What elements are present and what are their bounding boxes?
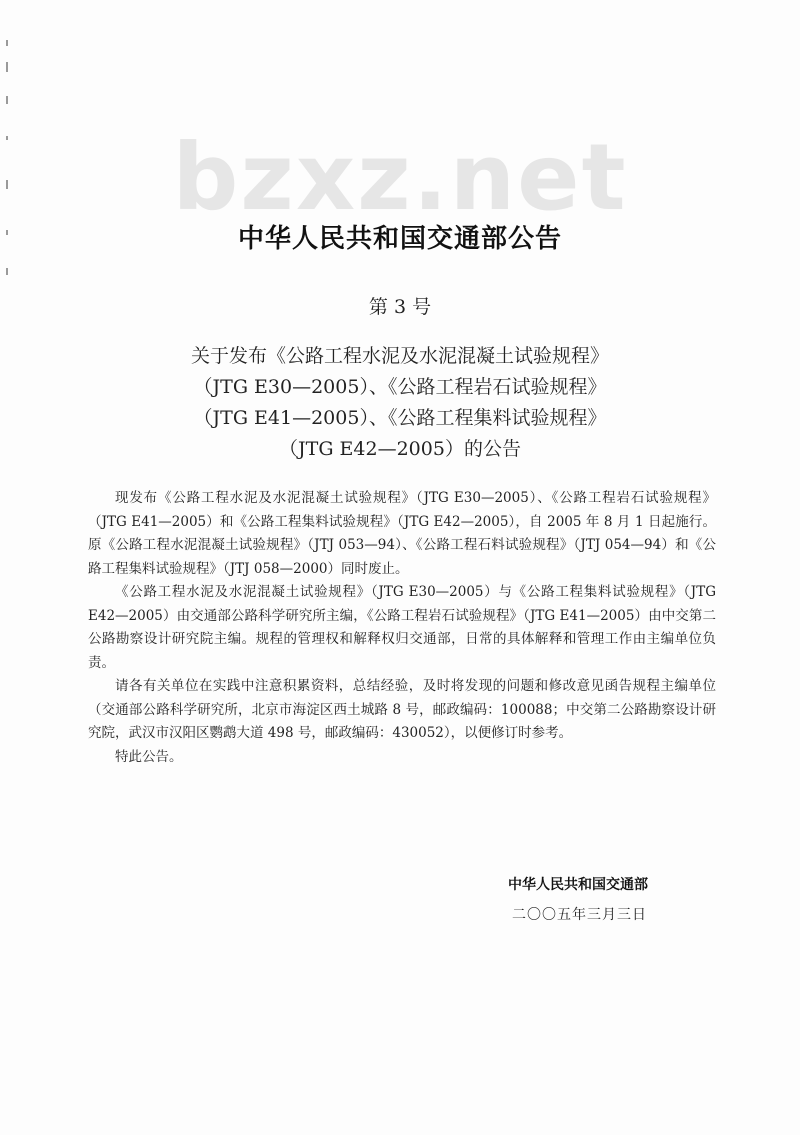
body-paragraph: 《公路工程水泥及水泥混凝土试验规程》（JTG E30—2005）与《公路工程集料试验规程》（JTG E42—2005）由交通部公路科学研究所主编，《公路工程岩石试验规程》（JTG E41—2005）由中交第二公路勘察设计研究院主编。规程的管理权和解释权归交通部，日常的具体解释和管理工作由主编单位负责。 bbox=[88, 584, 716, 671]
subject-line: （JTG E30—2005）、《公路工程岩石试验规程》 bbox=[193, 376, 607, 398]
subject-line: 关于发布《公路工程水泥及水泥混凝土试验规程》 bbox=[190, 345, 609, 367]
subject-line: （JTG E42—2005）的公告 bbox=[279, 438, 521, 460]
body-paragraph: 请各有关单位在实践中注意积累资料，总结经验，及时将发现的问题和修改意见函告规程主编单位（交通部公路科学研究所，北京市海淀区西土城路 8 号，邮政编码：100088；中交第二公路勘察设计研究院，武汉市汉阳区鹦鹉大道 498 号，邮政编码：430052），以便修订时参考。 bbox=[88, 678, 716, 741]
body-paragraph: 现发布《公路工程水泥及水泥混凝土试验规程》（JTG E30—2005）、《公路工程岩石试验规程》（JTG E41—2005）和《公路工程集料试验规程》（JTG E42—2005），自 2005 年 8 月 1 日起施行。原《公路工程水泥混凝土试验规程》（JTJ 053—94）、《公路工程石料试验规程》（JTJ 054—94）和《公路工程集料试验规程》（JTJ 058—2000）同时废止。 bbox=[88, 490, 716, 577]
announcement-body bbox=[88, 487, 716, 769]
watermark: bzxz.net bbox=[172, 124, 628, 231]
announcement-title: 中华人民共和国交通部公告 bbox=[237, 224, 562, 254]
issue-date: 二〇〇五年三月三日 bbox=[512, 907, 647, 923]
body-paragraph: 特此公告。 bbox=[115, 748, 183, 765]
announcement-subject bbox=[0, 341, 800, 465]
signature-block bbox=[440, 874, 700, 924]
announcement-number: 第 3 号 bbox=[368, 296, 432, 318]
subject-line: （JTG E41—2005）、《公路工程集料试验规程》 bbox=[193, 407, 607, 429]
issuing-organization: 中华人民共和国交通部 bbox=[508, 877, 648, 893]
